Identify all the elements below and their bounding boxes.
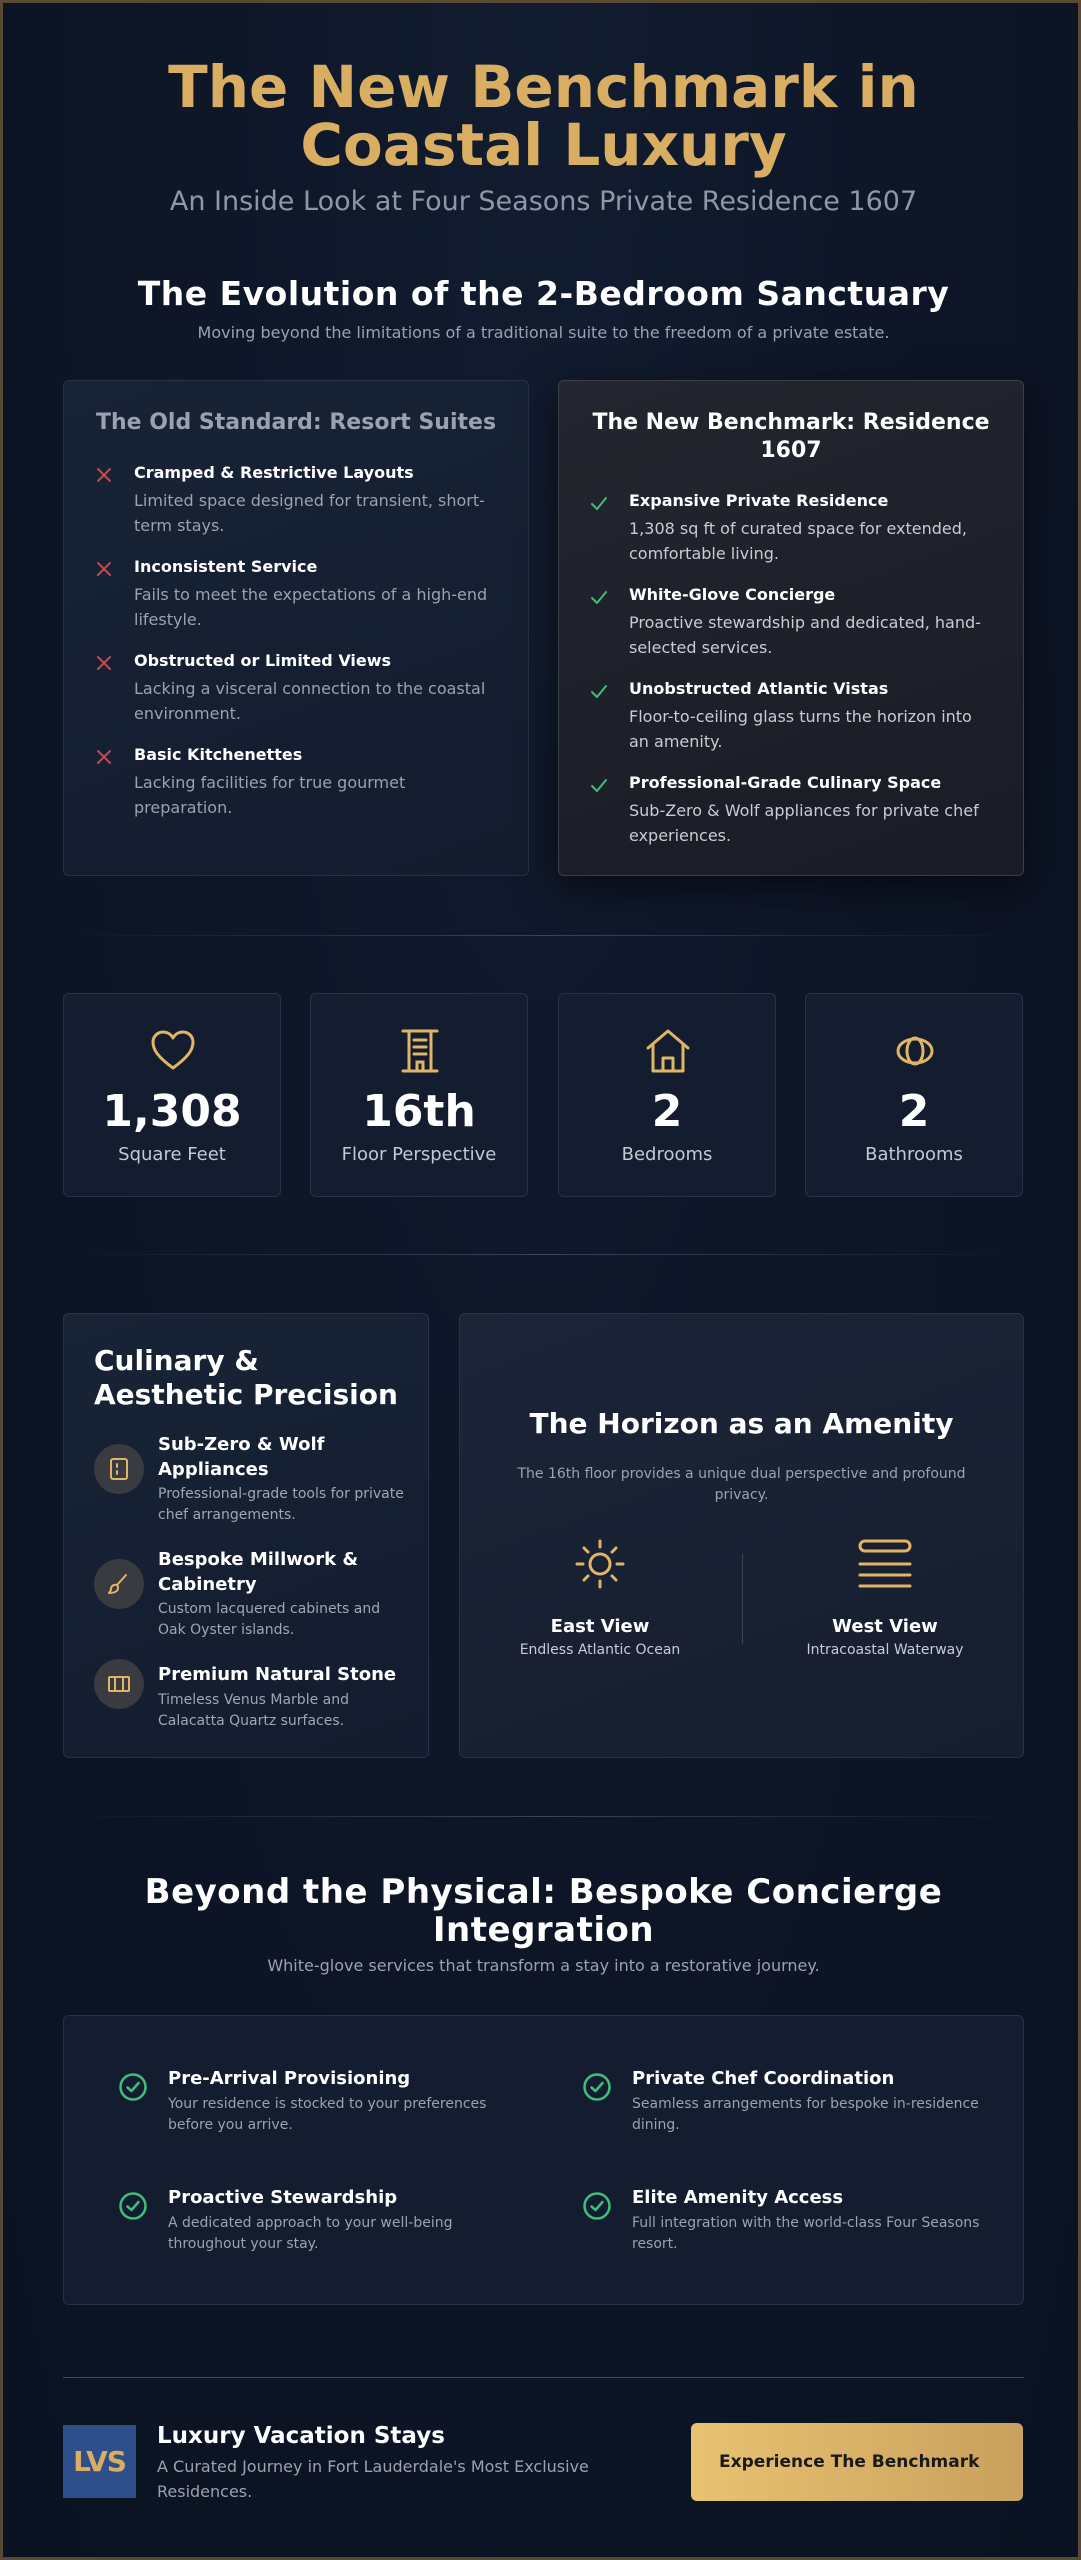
feature-icon-badge [94, 1659, 144, 1709]
feature-item [94, 1547, 408, 1647]
east-view-title: East View [550, 1616, 650, 1637]
old-standard-heading: The Old Standard: Resort Suites [95, 410, 497, 435]
new-item-title: Professional-Grade Culinary Space [629, 773, 942, 792]
old-item-desc: Limited space designed for transient, short-term stays. [134, 491, 485, 535]
horizon-card [459, 1313, 1024, 1758]
section-divider [63, 1254, 1024, 1255]
waves-icon [857, 1538, 913, 1590]
old-item-desc: Lacking a visceral connection to the coastal environment. [134, 679, 486, 723]
old-item [94, 463, 498, 543]
old-item [94, 651, 498, 731]
check-icon [589, 681, 609, 701]
feature-title: Sub-Zero & Wolf Appliances [158, 1434, 325, 1480]
evolution-title: The Evolution of the 2-Bedroom Sanctuary [137, 274, 950, 313]
stat-value: 2 [651, 1086, 683, 1137]
refrigerator-icon [107, 1457, 131, 1481]
old-item [94, 557, 498, 637]
service-title: Pre-Arrival Provisioning [168, 2068, 411, 2089]
west-view-title: West View [832, 1616, 938, 1637]
check-icon [589, 775, 609, 795]
new-item [589, 585, 993, 665]
culinary-title: Culinary & Aesthetic Precision [94, 1344, 398, 1411]
rings-icon [890, 1026, 940, 1076]
old-item [94, 745, 498, 825]
horizon-subtitle: The 16th floor provides a unique dual perspective and profound privacy. [517, 1466, 966, 1503]
cross-icon [94, 559, 114, 579]
concierge-title: Beyond the Physical: Bespoke Concierge Integration [144, 1872, 943, 1950]
horizon-title: The Horizon as an Amenity [529, 1407, 954, 1440]
lvs-logo [63, 2425, 136, 2498]
service-item [582, 2187, 982, 2267]
new-item [589, 491, 993, 571]
old-standard-card [63, 380, 529, 876]
new-item-desc: 1,308 sq ft of curated space for extended, comfortable living. [629, 519, 968, 563]
check-icon [589, 493, 609, 513]
new-item [589, 679, 993, 759]
heart-icon [148, 1026, 198, 1076]
brush-icon [107, 1572, 131, 1596]
feature-icon-badge [94, 1444, 144, 1494]
old-item-title: Obstructed or Limited Views [134, 651, 392, 670]
feature-desc: Professional-grade tools for private chef arrangements. [158, 1486, 404, 1523]
section-divider [63, 1816, 1024, 1817]
new-item-desc: Sub-Zero & Wolf appliances for private chef experiences. [629, 801, 979, 845]
service-item [118, 2068, 518, 2148]
hero-title: The New Benchmark in Coastal Luxury [168, 53, 919, 179]
cross-icon [94, 653, 114, 673]
east-view-desc: Endless Atlantic Ocean [519, 1642, 681, 1658]
stat-card [558, 993, 776, 1197]
stat-value: 1,308 [102, 1086, 242, 1137]
old-item-title: Cramped & Restrictive Layouts [134, 463, 414, 482]
new-item [589, 773, 993, 853]
cross-icon [94, 747, 114, 767]
logo-text: LVS [73, 2445, 126, 2478]
view-divider [742, 1554, 743, 1644]
feature-item [94, 1432, 408, 1532]
service-desc: Seamless arrangements for bespoke in-residence dining. [632, 2096, 979, 2133]
old-item-title: Basic Kitchenettes [134, 745, 303, 764]
stat-label: Square Feet [118, 1144, 226, 1165]
footer-tagline: A Curated Journey in Fort Lauderdale's Most Exclusive Residences. [157, 2457, 589, 2501]
new-benchmark-card [558, 380, 1024, 876]
new-item-desc: Floor-to-ceiling glass turns the horizon into an amenity. [629, 707, 972, 751]
service-title: Elite Amenity Access [632, 2187, 844, 2208]
house-icon [643, 1026, 693, 1076]
cross-icon [94, 465, 114, 485]
west-view [785, 1538, 985, 1668]
stat-value: 16th [362, 1086, 476, 1137]
feature-desc: Custom lacquered cabinets and Oak Oyster islands. [158, 1601, 381, 1638]
service-item [582, 2068, 982, 2148]
section-divider [63, 935, 1024, 936]
footer-rule [63, 2377, 1024, 2378]
check-circle-icon [118, 2191, 148, 2221]
old-item-desc: Fails to meet the expectations of a high-end lifestyle. [134, 585, 488, 629]
feature-desc: Timeless Venus Marble and Calacatta Quartz surfaces. [158, 1692, 349, 1729]
culinary-card [63, 1313, 429, 1758]
sun-icon [574, 1538, 626, 1590]
check-circle-icon [118, 2072, 148, 2102]
evolution-subtitle: Moving beyond the limitations of a traditional suite to the freedom of a private estate. [197, 323, 890, 342]
west-view-desc: Intracoastal Waterway [806, 1642, 964, 1658]
new-item-desc: Proactive stewardship and dedicated, hand-selected services. [629, 613, 981, 657]
service-desc: A dedicated approach to your well-being throughout your stay. [168, 2215, 453, 2252]
service-desc: Full integration with the world-class Four Seasons resort. [632, 2215, 980, 2252]
stat-card [63, 993, 281, 1197]
new-benchmark-heading: The New Benchmark: Residence 1607 [592, 410, 990, 463]
stone-icon [107, 1672, 131, 1696]
new-item-title: Unobstructed Atlantic Vistas [629, 679, 889, 698]
stat-label: Bedrooms [621, 1144, 713, 1165]
stat-value: 2 [898, 1086, 930, 1137]
new-item-title: Expansive Private Residence [629, 491, 889, 510]
east-view [500, 1538, 700, 1668]
service-desc: Your residence is stocked to your preferences before you arrive. [168, 2096, 487, 2133]
stat-label: Bathrooms [865, 1144, 963, 1165]
stat-label: Floor Perspective [341, 1144, 497, 1165]
feature-item [94, 1662, 408, 1742]
old-item-title: Inconsistent Service [134, 557, 318, 576]
stat-card [310, 993, 528, 1197]
hero-subtitle: An Inside Look at Four Seasons Private Residence 1607 [169, 186, 918, 217]
check-icon [589, 587, 609, 607]
feature-icon-badge [94, 1559, 144, 1609]
building-icon [395, 1026, 445, 1076]
experience-benchmark-button[interactable]: Experience The Benchmark [691, 2423, 1023, 2501]
stat-card [805, 993, 1023, 1197]
footer-brand: Luxury Vacation Stays [157, 2423, 445, 2449]
old-item-desc: Lacking facilities for true gourmet preparation. [134, 773, 406, 817]
check-circle-icon [582, 2072, 612, 2102]
check-circle-icon [582, 2191, 612, 2221]
service-item [118, 2187, 518, 2267]
concierge-subtitle: White-glove services that transform a stay into a restorative journey. [267, 1956, 820, 1975]
feature-title: Premium Natural Stone [158, 1664, 397, 1685]
new-item-title: White-Glove Concierge [629, 585, 836, 604]
service-title: Proactive Stewardship [168, 2187, 398, 2208]
service-title: Private Chef Coordination [632, 2068, 895, 2089]
concierge-card [63, 2015, 1024, 2305]
feature-title: Bespoke Millwork & Cabinetry [158, 1549, 359, 1595]
